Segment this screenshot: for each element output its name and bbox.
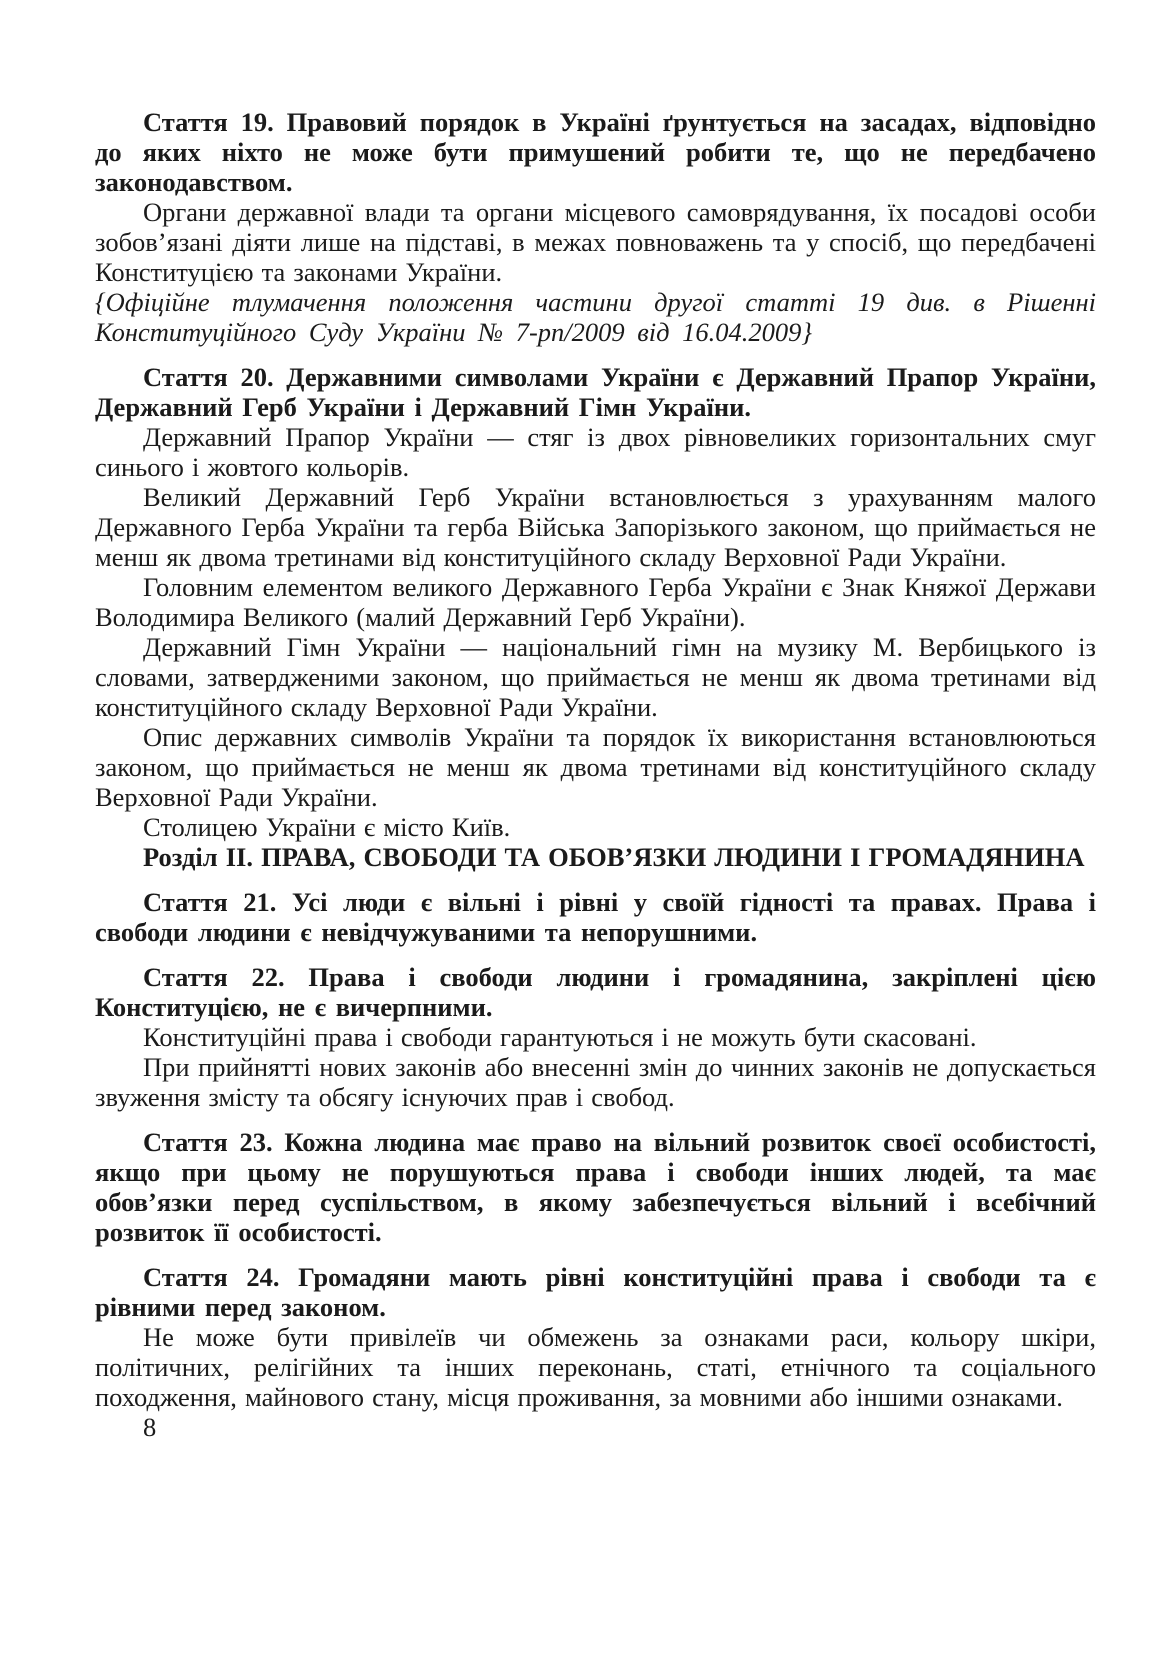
official-interpretation-note: {Офіційне тлумачення положення частини другої статті 19 див. в Рішенні Конституційного Суду України № 7-рп/2009 від 16.04.2009} [95, 287, 1096, 347]
article-20-paragraph-anthem: Державний Гімн України — національний гімн на музику М. Вербицького із словами, затвердженими законом, що приймається не менш як двома третинами від конституційного складу Верховної Ради України. [95, 632, 1096, 722]
article-21-heading: Стаття 21. Усі люди є вільні і рівні у своїй гідності та правах. Права і свободи людини є невідчужуваними та непорушними. [95, 887, 1096, 947]
section-2-heading: Розділ II. ПРАВА, СВОБОДИ ТА ОБОВ’ЯЗКИ ЛЮДИНИ І ГРОМАДЯНИНА [143, 842, 1085, 872]
article-20-paragraph-main-element: Головним елементом великого Державного Герба України є Знак Княжої Держави Володимира Великого (малий Державний Герб України). [95, 572, 1096, 632]
article-22-paragraph-guarantee: Конституційні права і свободи гарантуються і не можуть бути скасовані. [143, 1022, 977, 1052]
article-20-paragraph-great-coat-of-arms: Великий Державний Герб України встановлюється з урахуванням малого Державного Герба України та герба Війська Запорізького законом, що приймається не менш як двома третинами від конституційного складу Верховної Ради України. [95, 482, 1096, 572]
article-20-heading: Стаття 20. Державними символами України є Державний Прапор України, Державний Герб України і Державний Гімн України. [95, 362, 1096, 422]
page-number: 8 [143, 1412, 157, 1442]
article-22-paragraph-new-laws: При прийнятті нових законів або внесенні змін до чинних законів не допускається звуження змісту та обсягу існуючих прав і свобод. [95, 1052, 1096, 1112]
article-20-paragraph-description: Опис державних символів України та порядок їх використання встановлюються законом, що приймається не менш як двома третинами від конституційного складу Верховної Ради України. [95, 722, 1096, 812]
article-20-paragraph-flag: Державний Прапор України — стяг із двох рівновеликих горизонтальних смуг синього і жовтого кольорів. [95, 422, 1096, 482]
article-24-paragraph-no-privileges: Не може бути привілеїв чи обмежень за ознаками раси, кольору шкіри, політичних, релігійних та інших переконань, статі, етнічного та соціального походження, майнового стану, місця проживання, за мовними або іншими ознаками. [95, 1322, 1096, 1412]
article-19-heading: Стаття 19. Правовий порядок в Україні ґрунтується на засадах, відповідно до яких ніхто не може бути примушений робити те, що не передбачено законодавством. [95, 107, 1096, 197]
article-20-paragraph-capital: Столицею України є місто Київ. [143, 812, 511, 842]
article-24-heading: Стаття 24. Громадяни мають рівні конституційні права і свободи та є рівними перед законом. [95, 1262, 1096, 1322]
article-23-heading: Стаття 23. Кожна людина має право на вільний розвиток своєї особистості, якщо при цьому не порушуються права і свободи інших людей, та має обов’язки перед суспільством, в якому забезпечується вільний і всебічний розвиток її особистості. [95, 1127, 1096, 1247]
article-22-heading: Стаття 22. Права і свободи людини і громадянина, закріплені цією Конституцією, не є вичерпними. [95, 962, 1096, 1022]
article-19-paragraph: Органи державної влади та органи місцевого самоврядування, їх посадові особи зобов’язані діяти лише на підставі, в межах повноважень та у спосіб, що передбачені Конституцією та законами України. [95, 197, 1096, 287]
